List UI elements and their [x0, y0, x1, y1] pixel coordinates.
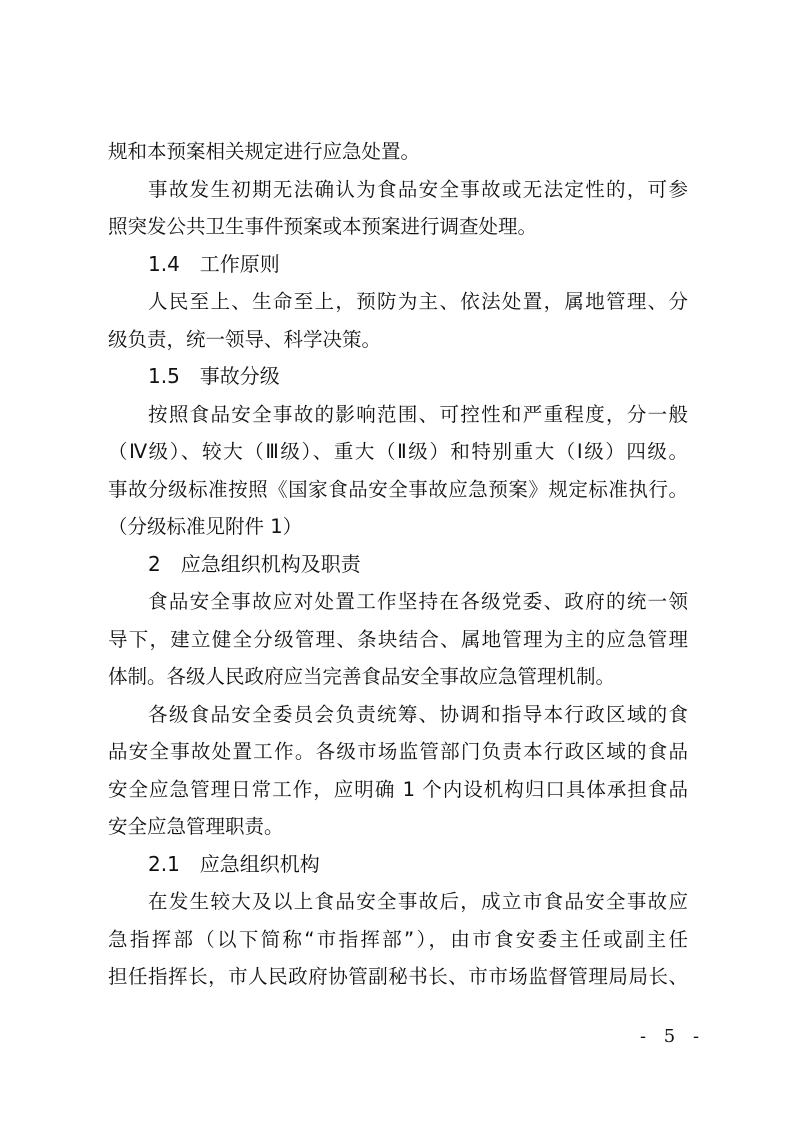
text-line: 人民至上、生命至上，预防为主、依法处置，属地管理、分 [148, 290, 688, 313]
text-line: 规和本预案相关规定进行应急处置。 [108, 140, 421, 163]
document-body [108, 133, 688, 996]
section-heading: 2.1 应急组织机构 [148, 851, 320, 876]
text-line: 事故发生初期无法确认为食品安全事故或无法定性的，可参 [148, 177, 688, 201]
section-heading: 2 应急组织机构及职责 [148, 551, 361, 576]
page-number: - 5 - [640, 1026, 706, 1047]
text-line: 事故分级标准按照《国家食品安全事故应急预案》规定标准执行。 [108, 477, 688, 501]
text-line: 安全应急管理日常工作，应明确 1 个内设机构归口具体承担食品 [108, 777, 688, 801]
text-line: 按照食品安全事故的影响范围、可控性和严重程度，分一般 [148, 402, 688, 426]
text-line: 在发生较大及以上食品安全事故后，成立市食品安全事故应 [148, 890, 688, 913]
text-line: 导下，建立健全分级管理、条块结合、属地管理为主的应急管理 [108, 627, 688, 651]
text-line: 品安全事故处置工作。各级市场监管部门负责本行政区域的食品 [108, 740, 688, 763]
text-line: 照突发公共卫生事件预案或本预案进行调查处理。 [108, 215, 538, 238]
text-line: 食品安全事故应对处置工作坚持在各级党委、政府的统一领 [148, 590, 688, 613]
text-line: 各级食品安全委员会负责统筹、协调和指导本行政区域的食 [148, 702, 688, 726]
text-line: 安全应急管理职责。 [108, 815, 284, 838]
text-line: 体制。各级人民政府应当完善食品安全事故应急管理机制。 [108, 665, 616, 688]
text-line: （分级标准见附件 1） [108, 515, 303, 538]
text-line: （Ⅳ级）、较大（Ⅲ级）、重大（Ⅱ级）和特别重大（Ⅰ级）四级。 [108, 440, 688, 463]
text-line: 级负责，统一领导、科学决策。 [108, 327, 382, 351]
section-heading: 1.4 工作原则 [148, 251, 280, 276]
text-line: 急指挥部（以下简称“市指挥部”），由市食安委主任或副主任 [108, 927, 688, 951]
section-heading: 1.5 事故分级 [148, 364, 280, 388]
text-line: 担任指挥长，市人民政府协管副秘书长、市市场监督管理局局长、 [108, 965, 688, 988]
